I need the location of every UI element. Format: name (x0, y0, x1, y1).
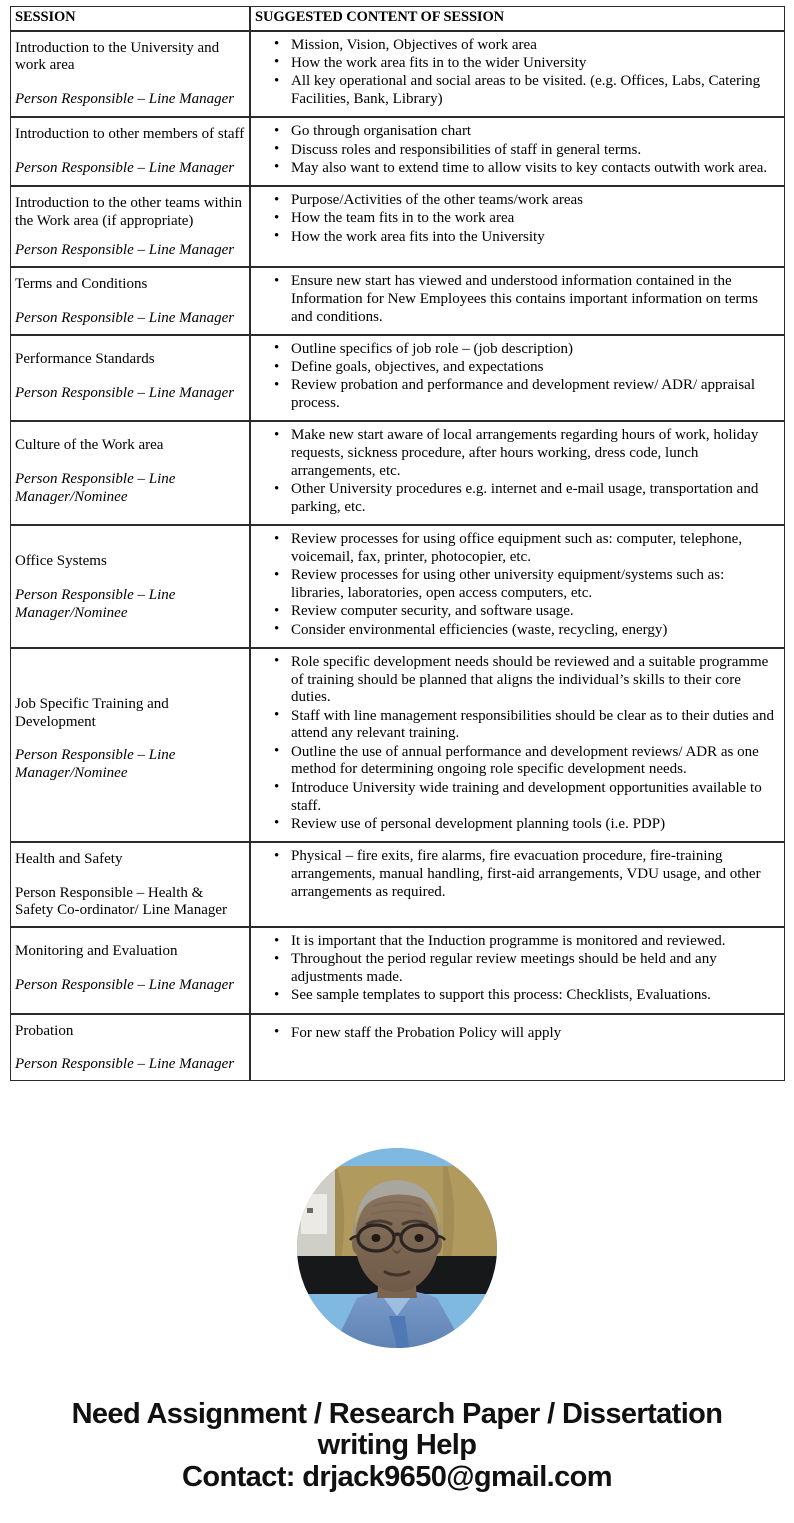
session-title: Monitoring and Evaluation (15, 943, 178, 960)
content-cell (250, 267, 785, 335)
table-header-row (10, 6, 785, 31)
session-role: Person Responsible – Line Manager (15, 91, 235, 108)
table-row (10, 267, 785, 335)
content-cell (250, 117, 785, 186)
content-bullet-list (251, 427, 778, 516)
content-bullet-list (251, 933, 778, 1005)
list-item: • See sample templates to support this process: Checklists, Evaluations. (291, 987, 774, 1005)
session-cell (10, 421, 250, 525)
promo-line-2: writing Help (317, 1429, 477, 1462)
session-role: Person Responsible – Line Manager (15, 159, 235, 176)
session-title: Terms and Conditions (15, 276, 148, 293)
content-bullet-list (251, 192, 778, 246)
list-item: • Review processes for using office equipment such as: computer, telephone, voicemail, fax, printer, photocopier, etc. (291, 531, 774, 567)
session-title: Performance Standards (15, 350, 155, 367)
column-header-session-label: SESSION (15, 9, 76, 25)
session-role: Person Responsible – Line Manager/Nominee (15, 586, 176, 621)
session-cell (10, 927, 250, 1014)
content-cell (250, 31, 785, 118)
list-item: • Purpose/Activities of the other teams/work areas (291, 192, 774, 210)
list-item: • Define goals, objectives, and expectations (291, 359, 774, 377)
table-row (10, 927, 785, 1014)
induction-programme-table (10, 6, 785, 1081)
list-item: • Go through organisation chart (291, 123, 774, 141)
session-role: Person Responsible – Line Manager (15, 1056, 235, 1073)
session-cell (10, 1014, 250, 1081)
list-item: • Mission, Vision, Objectives of work area (291, 37, 774, 55)
content-bullet-list (251, 123, 778, 177)
column-header-session (10, 6, 250, 31)
table-row (10, 648, 785, 842)
session-cell (10, 525, 250, 648)
list-item: • Throughout the period regular review meetings should be held and any adjustments made. (291, 951, 774, 987)
content-cell (250, 648, 785, 842)
list-item: • Outline specifics of job role – (job description) (291, 341, 774, 359)
column-header-content (250, 6, 785, 31)
content-cell (250, 525, 785, 648)
session-role: Person Responsible – Line Manager (15, 242, 235, 259)
list-item: • How the team fits in to the work area (291, 210, 774, 228)
table-row (10, 525, 785, 648)
session-title: Introduction to other members of staff (15, 126, 245, 143)
content-cell (250, 842, 785, 927)
content-cell (250, 1014, 785, 1081)
session-cell (10, 31, 250, 118)
session-role: Person Responsible – Line Manager (15, 976, 235, 993)
list-item: • Ensure new start has viewed and understood information contained in the Information for New Employees this contains important information on terms and conditions. (291, 273, 774, 326)
session-cell (10, 117, 250, 186)
table-row (10, 421, 785, 525)
session-role: Person Responsible – Health & Safety Co-ordinator/ Line Manager (15, 884, 228, 919)
session-title: Office Systems (15, 553, 107, 570)
session-title: Probation (15, 1022, 74, 1039)
session-role: Person Responsible – Line Manager/Nominee (15, 471, 176, 505)
session-cell (10, 267, 250, 335)
list-item: • Other University procedures e.g. internet and e-mail usage, transportation and parking, etc. (291, 481, 774, 517)
table-row (10, 186, 785, 267)
list-item: • Role specific development needs should be reviewed and a suitable programme of training should be planned that aligns the individual’s skills to their core duties. (291, 654, 774, 707)
content-cell (250, 186, 785, 267)
list-item: • All key operational and social areas to be visited. (e.g. Offices, Labs, Catering Facilities, Bank, Library) (291, 73, 774, 109)
session-title: Introduction to the University and work area (15, 39, 220, 74)
content-bullet-list (251, 341, 778, 413)
list-item: • Review use of personal development planning tools (i.e. PDP) (291, 816, 774, 834)
content-bullet-list (251, 531, 778, 639)
table-row (10, 117, 785, 186)
list-item: • May also want to extend time to allow visits to key contacts outwith work area. (291, 160, 774, 178)
session-title: Health and Safety (15, 851, 123, 868)
session-cell (10, 648, 250, 842)
promo-text-block (0, 1399, 794, 1492)
list-item: • Review computer security, and software usage. (291, 603, 774, 621)
content-bullet-list (251, 654, 778, 834)
induction-programme-table-wrapper (10, 6, 785, 1081)
table-row (10, 31, 785, 118)
content-cell (250, 421, 785, 525)
promo-line-1: Need Assignment / Research Paper / Dissertation (71, 1398, 723, 1430)
promo-line-3: Contact: drjack9650@gmail.com (182, 1460, 612, 1493)
list-item: • How the work area fits into the University (291, 229, 774, 247)
content-bullet-list (251, 1025, 778, 1043)
list-item: • Outline the use of annual performance and development reviews/ ADR as one method for determining ongoing role specific development needs. (291, 744, 774, 780)
list-item: • Discuss roles and responsibilities of staff in general terms. (291, 142, 774, 160)
list-item: • Consider environmental efficiencies (waste, recycling, energy) (291, 622, 774, 640)
profile-photo (297, 1148, 497, 1348)
list-item: • Make new start aware of local arrangements regarding hours of work, holiday requests, sickness procedure, after hours working, dress code, lunch arrangements, etc. (291, 427, 774, 480)
table-body (10, 31, 785, 1081)
session-title: Job Specific Training and Development (15, 695, 169, 730)
list-item: • Review probation and performance and development review/ ADR/ appraisal process. (291, 377, 774, 413)
list-item: • Introduce University wide training and development opportunities available to staff. (291, 780, 774, 816)
list-item: • Review processes for using other university equipment/systems such as: libraries, laboratories, open access computers, etc. (291, 567, 774, 603)
content-cell (250, 335, 785, 422)
list-item: • Physical – fire exits, fire alarms, fire evacuation procedure, fire-training arrangements, manual handling, first-aid arrangements, VDU usage, and other arrangements as required. (291, 848, 774, 901)
profile-photo-block (0, 1148, 794, 1353)
session-cell (10, 335, 250, 422)
session-role: Person Responsible – Line Manager (15, 384, 235, 401)
session-title: Culture of the Work area (15, 437, 164, 454)
content-bullet-list (251, 848, 778, 901)
session-role: Person Responsible – Line Manager/Nominee (15, 747, 176, 781)
content-bullet-list (251, 273, 778, 326)
list-item: • Staff with line management responsibilities should be clear as to their duties and attend any relevant training. (291, 708, 774, 744)
table-row (10, 335, 785, 422)
session-cell (10, 186, 250, 267)
content-bullet-list (251, 37, 778, 109)
list-item: • For new staff the Probation Policy will apply (291, 1025, 774, 1043)
session-title: Introduction to the other teams within the Work area (if appropriate) (15, 195, 243, 229)
table-row (10, 842, 785, 927)
column-header-content-label: SUGGESTED CONTENT OF SESSION (255, 9, 505, 25)
session-role: Person Responsible – Line Manager (15, 309, 235, 326)
list-item: • How the work area fits in to the wider University (291, 55, 774, 73)
session-cell (10, 842, 250, 927)
content-cell (250, 927, 785, 1014)
list-item: • It is important that the Induction programme is monitored and reviewed. (291, 933, 774, 951)
table-row (10, 1014, 785, 1081)
